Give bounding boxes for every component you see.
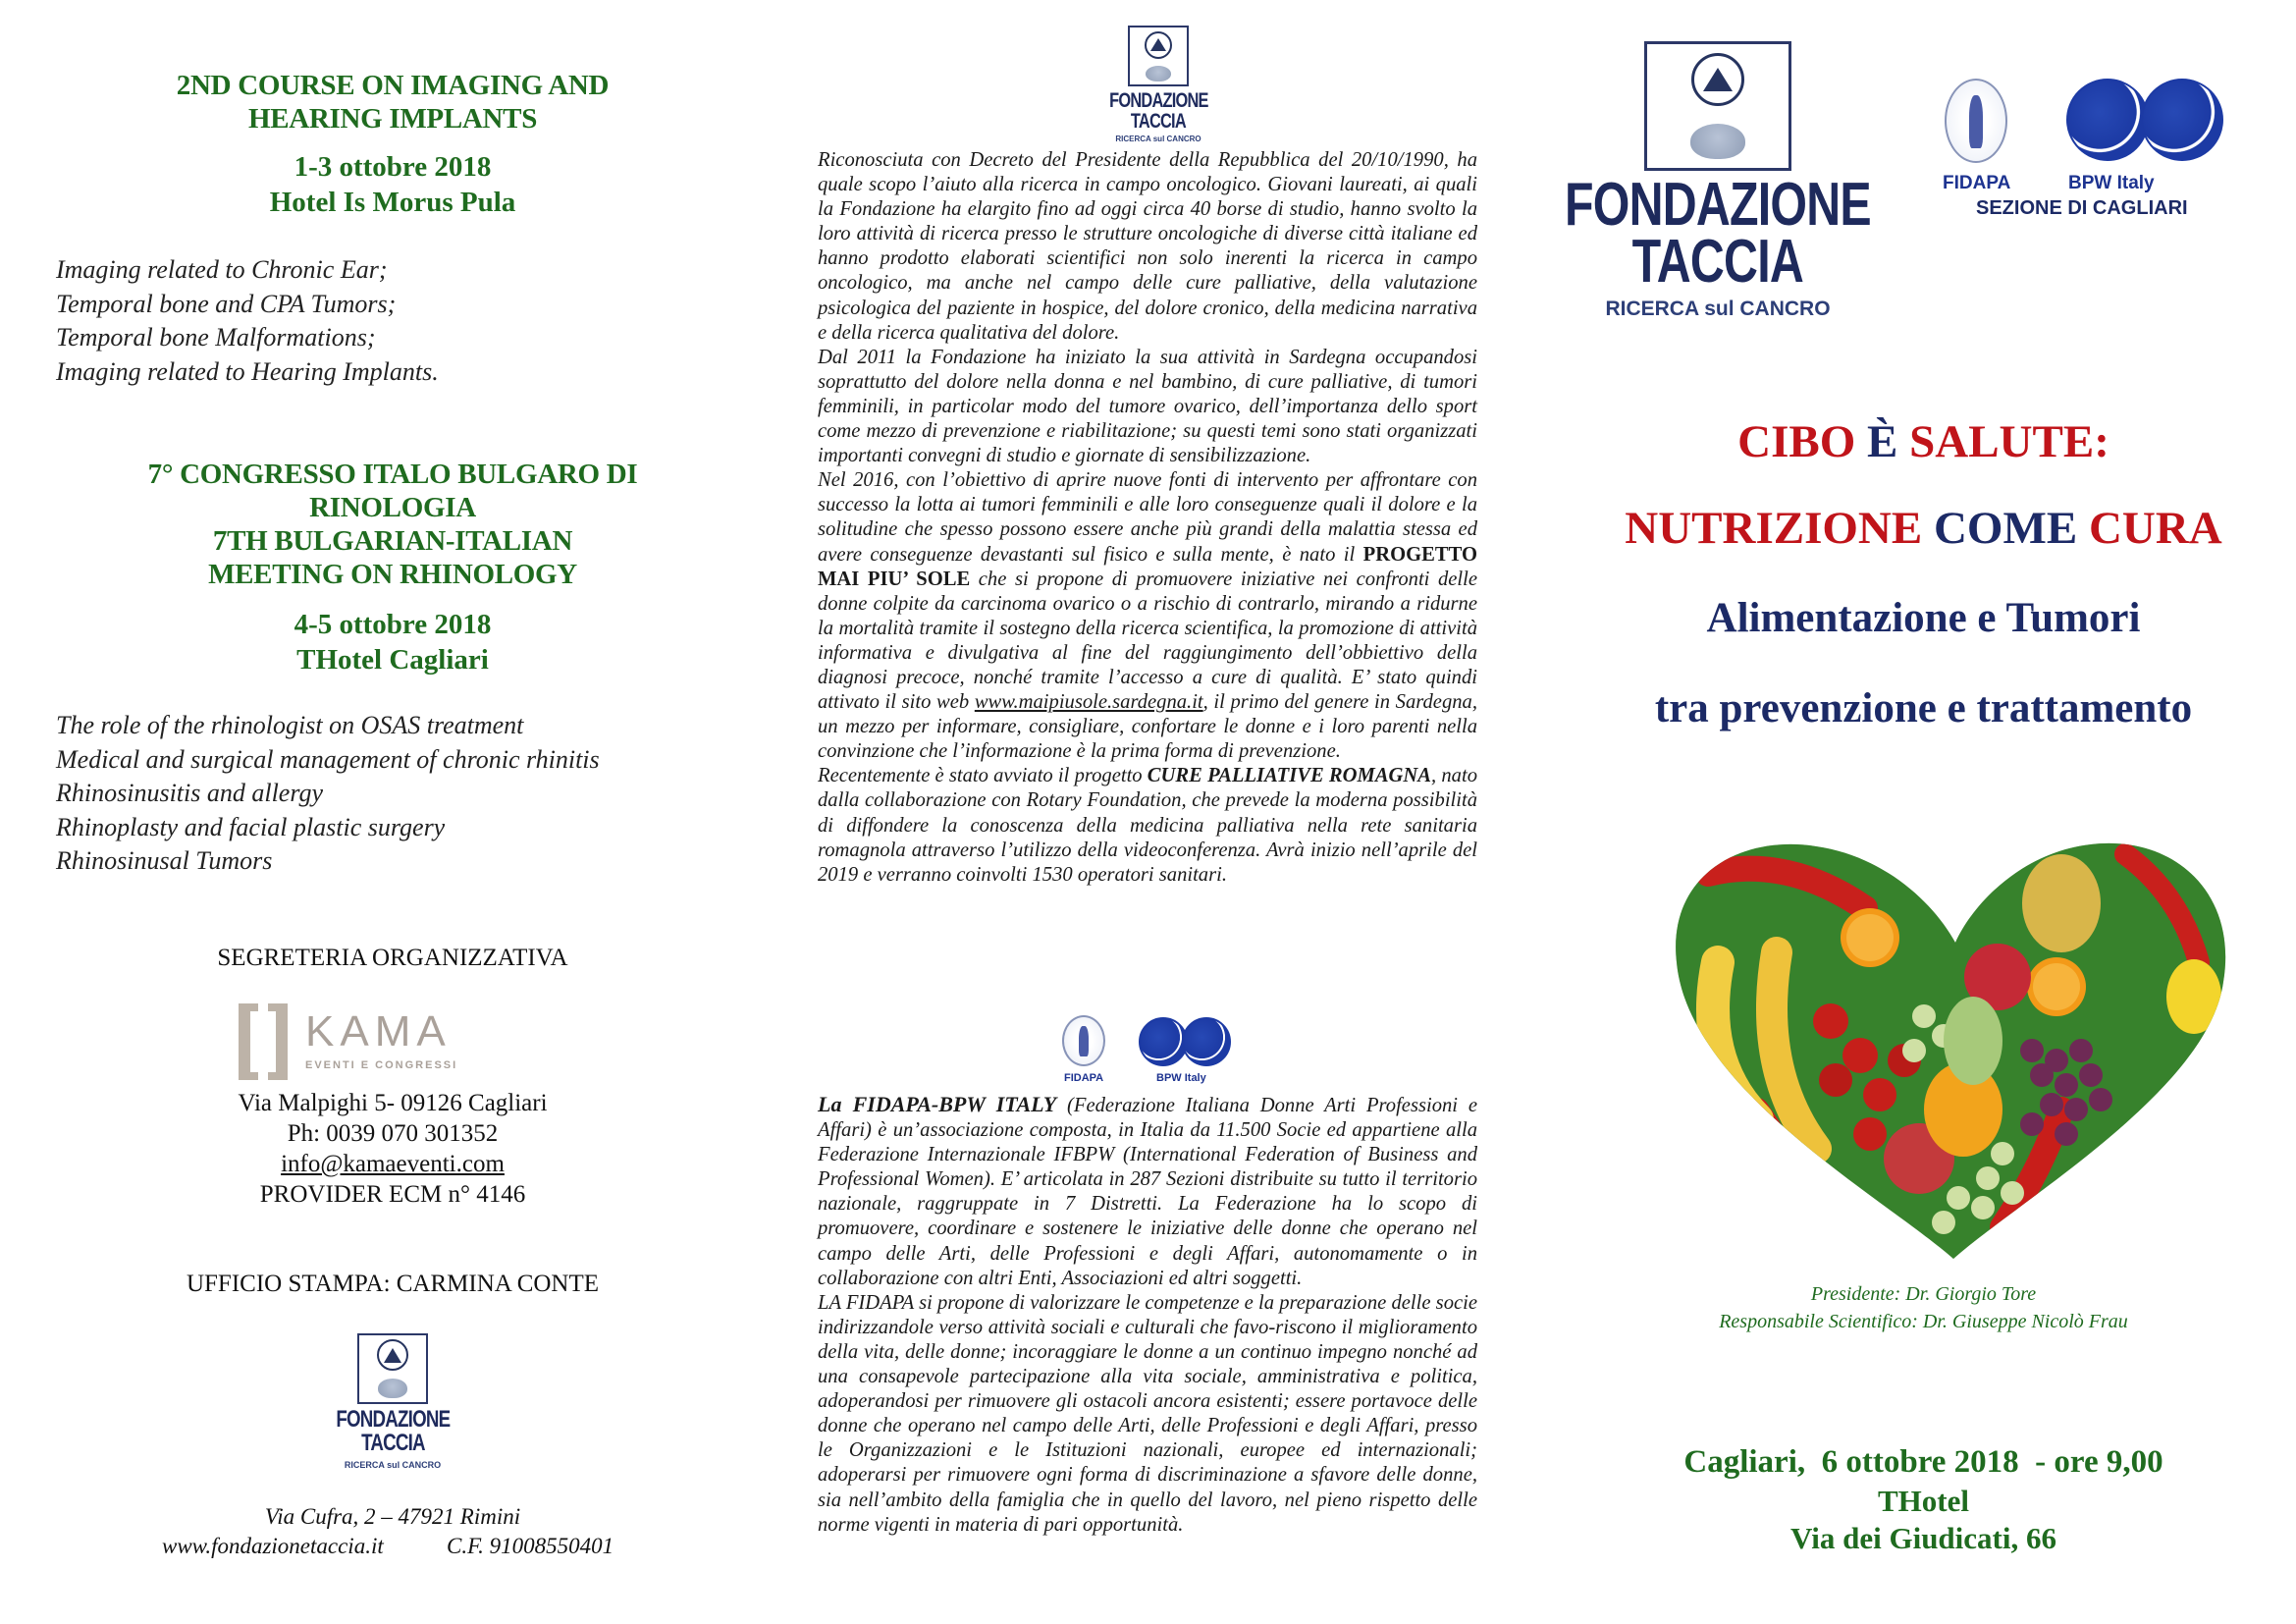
paragraph [818,764,1477,887]
foundation-address: Via Cufra, 2 – 47921 Rimini [264,1504,521,1529]
logo-name: TACCIA [1131,110,1186,133]
topic-item: The role of the rhinologist on OSAS treatment [56,711,524,739]
maipiusole-website-link[interactable]: www.maipiusole.sardegna.it [974,691,1203,714]
fidapa-description [818,1092,1477,1538]
event-info [1551,1441,2296,1557]
logo-tagline: RICERCA sul CANCRO [344,1460,442,1470]
press-office: UFFICIO STAMPA: CARMINA CONTE [186,1271,600,1297]
fidapa-label: FIDAPA [1943,173,2011,193]
foundation-description [818,148,1477,888]
section-label: SEZIONE DI CAGLIARI [1976,197,2188,219]
title-word: CIBO [1737,416,1868,467]
course1-topics [56,253,439,389]
event-venue: THotel [1878,1484,1969,1518]
topic-item: Rhinosinusal Tumors [56,846,273,875]
text-run: Nel 2016, con l’obiettivo di aprire nuove fonti di intervento per affrontare con successo la lotta ai tumori femminili e alle loro conseguenze quali il dolore e la solitudine che spesso possono essere anche più grandi della malattia stessa ed avere conseguenze devastanti sul fisico e sulla mente, è nato il [818,469,1477,566]
triangle-emblem-icon [377,1339,408,1371]
course2-title-line: RINOLOGIA [309,492,476,523]
crab-icon [1146,66,1171,81]
secretariat-phone: Ph: 0039 070 301352 [287,1120,499,1147]
paragraph: LA FIDAPA si propone di valorizzare le competenze e la preparazione delle socie indirizzandole verso attività sociali e culturali che favo-riscono il miglioramento della vita, delle donne; incoraggiare le donne a un continuo impegno nonché ad una consapevole partecipazione alla vita sociale, amministrativa e politica, adoperandosi per rimuovere gli ostacoli ancora esistenti; essere portavoce delle donne che operano nel campo delle Arti, delle Professioni e degli Affari, presso le Organizzazioni e le Istituzioni nazionali, europee ed internazionali; adoperarsi per rimuovere ogni forma di discriminazione a sfavore delle donne, sia nell’ambito della famiglia che in quello del lavoro, nel pieno rispetto delle norme vigenti in materia di pari opportunità. [818,1291,1477,1536]
logo-name: TACCIA [1631,228,1804,296]
fidapa-seal-icon [1945,79,2007,163]
event-address: Via dei Giudicati, 66 [1790,1521,2056,1555]
event-title-line-2 [1551,499,2296,558]
event-subtitle-line-1: Alimentazione e Tumori [1706,595,2141,641]
provider-ecm: PROVIDER ECM n° 4146 [259,1181,526,1208]
course2-title [59,458,726,591]
crab-icon [378,1379,407,1398]
triangle-emblem-icon [1145,31,1172,59]
title-word: È [1867,416,1910,467]
logo-name: FONDAZIONE [1108,89,1208,112]
title-word: COME [1933,503,2089,554]
fondazione-taccia-logo [1565,41,1871,324]
topic-item: Temporal bone Malformations; [56,323,376,352]
title-word: SALUTE: [1909,416,2109,467]
paragraph: Riconosciuta con Decreto del Presidente della Repubblica del 20/10/1990, ha quale scopo l’aiuto alla ricerca in campo oncologico. Giovani laureati, ai quali la Fondazione ha elargito fino ad oggi circa 40 borse di studio, hanno svolto la loro attività di ricerca presso le strutture oncologiche di diverse città italiane ed hanno prodotto elaborati scientifici non solo inerenti la ricerca in campo oncologico, ma anche nel campo delle cure palliative, della valutazione psicologica del paziente in hospice, del dolore cronico, della medicina narrativa e della ricerca qualitativa del dolore. [818,149,1477,344]
foundation-website: www.fondazionetaccia.it [162,1534,384,1558]
fondazione-taccia-logo [1090,26,1227,145]
event-title-line-1 [1551,412,2296,471]
fondazione-taccia-logo [324,1333,461,1472]
course2-venue: THotel Cagliari [296,644,489,676]
topic-item: Imaging related to Hearing Implants. [56,356,439,386]
fidapa-bpw-cagliari-logo [1939,75,2253,232]
secretariat-contacts [59,1088,726,1210]
bpw-globes-icon [2066,79,2223,161]
text-run: Recentemente è stato avviato il progetto [818,765,1148,787]
kama-bracket-icon [239,1003,288,1080]
kama-tagline: EVENTI E CONGRESSI [305,1059,458,1071]
foundation-fiscal-code: C.F. 91008550401 [447,1534,614,1558]
topic-item: Medical and surgical management of chronic rhinitis [56,744,600,774]
text-run: , nato dalla collaborazione con Rotary Foundation, che prevede la moderna possibilità di diffondere la conoscenza della medicina palliativa nella rete sanitaria romagnola attraverso l’utilizzo della videoconferenza. Avrà inizio nell’aprile del 2019 e verranno coinvolti 1530 operatori sanitari. [818,765,1477,886]
course1-title-line: 2ND COURSE ON IMAGING AND [176,70,610,101]
topic-item: Rhinosinusitis and allergy [56,779,324,807]
course2-title-line: MEETING ON RHINOLOGY [208,559,577,590]
course1-venue: Hotel Is Morus Pula [269,187,516,218]
paragraph [818,1092,1477,1291]
logo-name: FONDAZIONE [1565,171,1871,239]
fidapa-name: La FIDAPA-BPW ITALY [818,1092,1057,1116]
kama-wordmark: KAMA [305,1007,452,1056]
project-name: CURE PALLIATIVE ROMAGNA [1147,765,1432,787]
event-date-time: Cagliari, 6 ottobre 2018 - ore 9,00 [1683,1444,2163,1480]
course1-title [59,69,726,135]
secretariat-heading: SEGRETERIA ORGANIZZATIVA [217,945,568,971]
event-subtitle-line-2: tra prevenzione e trattamento [1654,685,2193,731]
secretariat-email-link[interactable]: info@kamaeventi.com [281,1151,505,1177]
paragraph [818,468,1477,764]
course2-date: 4-5 ottobre 2018 [294,609,492,640]
bpw-globes-icon [1139,1017,1231,1066]
fruit-vegetable-heart-image [1649,815,2258,1267]
course1-date: 1-3 ottobre 2018 [294,151,492,183]
course2-title-line: 7TH BULGARIAN-ITALIAN [212,525,573,557]
logo-tagline: RICERCA sul CANCRO [1115,135,1201,143]
logo-tagline: RICERCA sul CANCRO [1605,298,1831,320]
scientific-lead-credit: Responsabile Scientifico: Dr. Giuseppe Nicolò Frau [1719,1311,2128,1332]
secretariat-address: Via Malpighi 5- 09126 Cagliari [238,1090,548,1116]
text-run: , il primo del genere in Sardegna, un mezzo per informare, consigliare, confortare le donne e i loro parenti nella convinzione che l’informazione è la prima forma di prevenzione. [818,691,1477,763]
credits [1551,1280,2296,1335]
course2-title-line: 7° CONGRESSO ITALO BULGARO DI [147,459,638,490]
course1-title-line: HEARING IMPLANTS [247,103,538,135]
topic-item: Temporal bone and CPA Tumors; [56,289,397,318]
fidapa-label: FIDAPA [1064,1072,1104,1084]
president-credit: Presidente: Dr. Giorgio Tore [1810,1283,2037,1305]
fidapa-seal-icon [1062,1015,1105,1066]
course1-date-venue [59,149,726,220]
text-run: (Federazione Italiana Donne Arti Professioni e Affari) è un’associazione composta, in Italia da 11.500 Socie ed appartiene alla Federazione Internazionale IFBPW (International Federation of Business and Professional Women). E’ articolata in 287 Sezioni distribuite su tutto il territorio nazionale, raggruppate in 7 Distretti. La Federazione ha lo scopo di promuovere, coordinare e sostenere le iniziative delle donne che operano nel campo delle Arti, delle Professioni e degli Affari, autonomamente o in collaborazione con altri Enti, Associazioni ed altri soggetti. [818,1095,1477,1289]
title-word: NUTRIZIONE [1625,503,1934,554]
title-word: CURA [2088,503,2222,554]
bpw-label: BPW Italy [1156,1072,1206,1084]
logo-name: FONDAZIONE [336,1406,450,1433]
course2-date-venue [59,607,726,677]
project-name: PROGETTO MAI PIU’ SOLE [818,543,1477,590]
course2-topics [56,709,600,879]
text-run: che si propone di promuovere iniziative nei confronti delle donne colpite da carcinoma ovarico o a rischio di contrarlo, mirando a ridurne la mortalità tramite il sostegno della ricerca scientifica, la promozione di attività informativa e divulgativa al fine del raggiungimento dell’obbiettivo della diagnosi precoce, nonché tramite l’accesso a cure di qualità. E’ stato quindi attivato il sito web [818,568,1477,714]
logo-name: TACCIA [360,1430,425,1456]
topic-item: Imaging related to Chronic Ear; [56,255,388,284]
fidapa-bpw-logo [1054,1015,1270,1094]
kama-logo [239,1003,457,1080]
triangle-emblem-icon [1691,53,1744,106]
crab-icon [1690,124,1745,159]
bpw-label: BPW Italy [2068,173,2155,193]
paragraph: Dal 2011 la Fondazione ha iniziato la sua attività in Sardegna occupandosi soprattutto del dolore nella donna e nel bambino, di cure palliative, di tumori femminili, in particolar modo del tumore ovarico, dell’importanza dello sport come mezzo di prevenzione e riabilitazione; su questi temi sono stati organizzati importanti convegni di studio e giornate di sensibilizzazione. [818,346,1477,467]
topic-item: Rhinoplasty and facial plastic surgery [56,812,446,841]
